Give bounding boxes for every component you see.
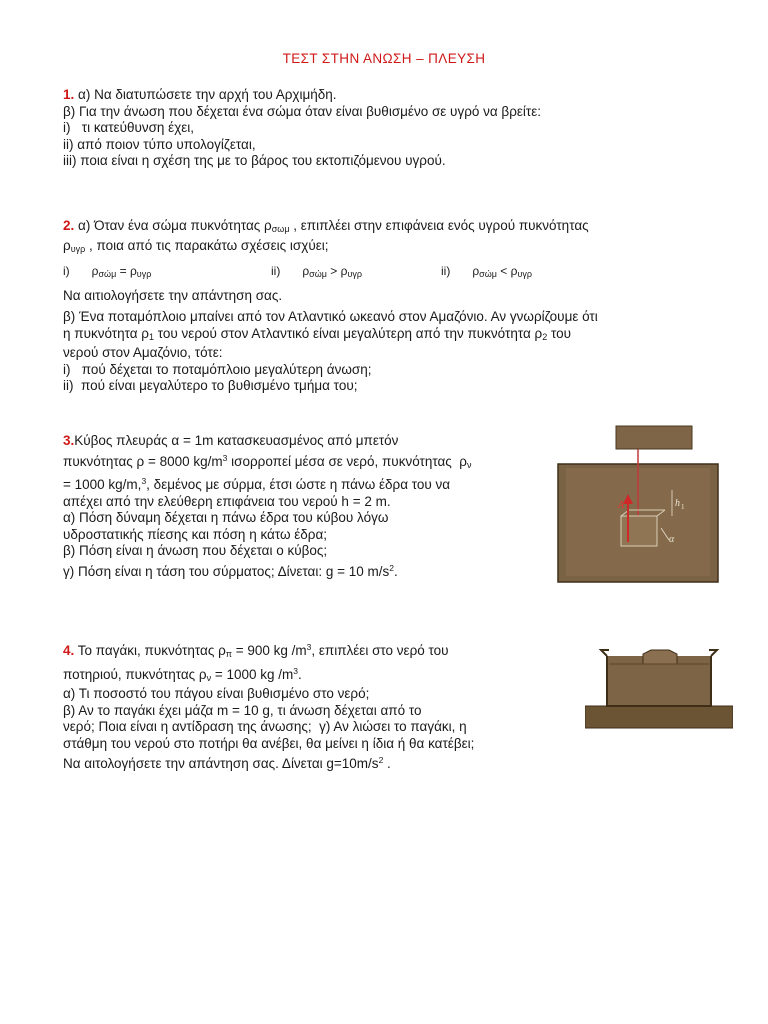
q2-option-2 [271,263,441,283]
q2-text: ρ [63,237,71,253]
q2-options [63,263,598,283]
q3-line-2 [63,450,472,474]
q2-line-5: β) Ένα ποταμόπλοιο μπαίνει από τον Ατλαντικό ωκεανό στον Αμαζόνιο. Αν γνωρίζουμε ότι [63,309,598,324]
q3-text: γ) Πόση είναι η τάση του σύρματος; Δίνεται: g = 10 m/s [63,563,390,579]
support-block [616,426,692,449]
q2-text: του νερού στον Ατλαντικό είναι μεγαλύτερη από την πυκνότητα ρ [154,325,543,341]
q2-sub: σώμ [479,269,497,279]
q4-text: = 900 kg /m [231,643,307,658]
q4-sub: π [225,649,232,659]
q2-text: , επιπλέει στην επιφάνεια ενός υγρού πυκνότητας [289,218,589,233]
q4-line-1 [63,639,474,663]
q4-text: Να αιτολογήσετε την απάντηση σας. Δίνεται g=10m/s [63,756,379,771]
q2-sub: υγρ [347,269,362,279]
q3-line-6: υδροστατικής πίεσης και πόση η κάτω έδρα; [63,526,328,542]
q3-text: ισορροπεί μέσα σε νερό, πυκνότητας ρ [227,453,467,469]
q2-option-text: ρ [91,264,99,278]
q1-text-a: α) Να διατυπώσετε την αρχή του Αρχιμήδη. [74,87,337,102]
glass-rim-right [709,650,717,656]
q3-text: , δεμένος με σύρμα, έτσι ώστε η πάνω έδρα του να [146,477,451,492]
label-a: α [669,534,675,545]
q1-line-5: iii) ποια είναι η σχέση της με το βάρος του εκτοπιζόμενου υγρού. [63,153,446,168]
q2-number: 2. [63,218,75,233]
q4-sup: 2 [378,755,384,765]
q2-option-text: ρ [302,264,310,278]
q2-sub: 2 [542,331,548,342]
q3-number: 3. [63,433,75,448]
q4-text: . [298,666,302,682]
q2-text: η πυκνότητα ρ [63,325,149,341]
q3-figure-tank [548,424,730,586]
q4-text: = 1000 kg /m [211,666,294,682]
q4-text: , επιπλέει στο νερό του [311,643,449,658]
q3-sup: 2 [389,562,395,573]
q2-option-label: ii) [271,264,281,278]
q2-sub: υγρ [517,269,532,279]
q1-line-2: β) Για την άνωση που δέχεται ένα σώμα όταν είναι βυθισμένο σε υγρό να βρείτε: [63,103,541,119]
question-1 [63,87,541,170]
q2-sub: υγρ [136,269,152,279]
q2-text: , ποια από τις παρακάτω σχέσεις ισχύει; [85,237,329,253]
q2-sub: σωμ [271,224,290,234]
q2-option-text: > ρ [326,264,348,278]
q2-option-label: i) [63,264,70,278]
q3-line-3 [63,473,472,494]
glass-rim-left [601,650,609,656]
q4-text: Το παγάκι, πυκνότητας ρ [74,643,226,658]
question-4 [63,639,474,773]
q1-line-3: i) τι κατεύθυνση έχει, [63,120,195,135]
q4-sub: ν [206,672,212,683]
label-h1: h [675,498,680,509]
q4-sup: 3 [293,665,299,676]
question-2 [63,218,598,395]
q3-text: πυκνότητας ρ = 8000 kg/m [63,453,223,469]
q4-line-3: α) Τι ποσοστό του πάγου είναι βυθισμένο στο νερό; [63,686,370,701]
q1-line-4: ii) από ποιον τύπο υπολογίζεται, [63,136,256,152]
q2-line-6 [63,326,598,346]
q2-sub: σώμ [98,269,117,279]
q4-text: . [383,756,391,771]
table-surface [585,706,733,728]
q2-option-1 [63,263,271,283]
cube [621,516,657,546]
q2-text: του [547,325,572,341]
q2-line-8: i) πού δέχεται το ποταμόπλοιο μεγαλύτερη άνωση; [63,361,372,377]
q2-option-text: < ρ [496,264,518,278]
q2-option-text: = ρ [116,264,137,278]
q2-text: α) Όταν ένα σώμα πυκνότητας ρ [74,218,272,233]
q3-line-7: β) Πόση είναι η άνωση που δέχεται ο κύβος; [63,543,328,558]
q3-text: . [394,563,398,579]
q2-line-1 [63,218,598,238]
q2-sub: υγρ [70,243,86,254]
q3-line-4: απέχει από την ελεύθερη επιφάνεια του νερού h = 2 m. [63,493,391,509]
q2-line-2 [63,238,598,258]
q2-line-9: ii) πού είναι μεγαλύτερο το βυθισμένο τμήμα του; [63,378,358,393]
q1-number: 1. [63,87,75,102]
q4-figure-glass [585,644,733,732]
q4-line-7 [63,752,474,773]
q2-option-3 [441,263,532,283]
q4-line-2 [63,663,474,687]
q4-line-4: β) Αν το παγάκι έχει μάζα m = 10 g, τι άνωση δέχεται από το [63,702,422,718]
q4-sup: 3 [306,642,312,652]
q2-line-7: νερού στον Αμαζόνιο, τότε: [63,345,223,360]
q3-text: = 1000 kg/m, [63,477,142,492]
q3-line-1 [63,433,472,450]
q3-sup: 3 [222,452,228,463]
q3-sub: ν [467,459,472,470]
q1-line-1 [63,87,541,104]
q3-line-8 [63,560,472,581]
q2-line-4: Να αιτιολογήσετε την απάντηση σας. [63,287,283,303]
label-A: A [618,500,625,511]
q3-text: Κύβος πλευράς α = 1m κατασκευασμένος από μπετόν [74,433,399,448]
q4-line-5: νερό; Ποια είναι η αντίδραση της άνωσης; γ) Αν λιώσει το παγάκι, η [63,719,467,734]
ice-cube [643,650,677,664]
q2-option-text: ρ [472,264,480,278]
q2-sub: σώμ [309,269,327,279]
q4-line-6: στάθμη του νερού στο ποτήρι θα ανέβει, θα μείνει η ίδια ή θα κατέβει; [63,735,475,751]
question-3 [63,433,472,580]
page-title: ΤΕΣΤ ΣΤΗΝ ΑΝΩΣΗ – ΠΛΕΥΣΗ [282,51,486,66]
q2-option-label: ii) [441,264,451,278]
q2-sub: 1 [149,331,155,342]
q4-text: ποτηριού, πυκνότητας ρ [63,666,207,682]
q3-line-5: α) Πόση δύναμη δέχεται η πάνω έδρα του κύβου λόγω [63,510,389,525]
label-h1-sub: 1 [681,503,685,511]
q4-number: 4. [63,643,75,658]
q3-sup: 3 [141,476,147,486]
